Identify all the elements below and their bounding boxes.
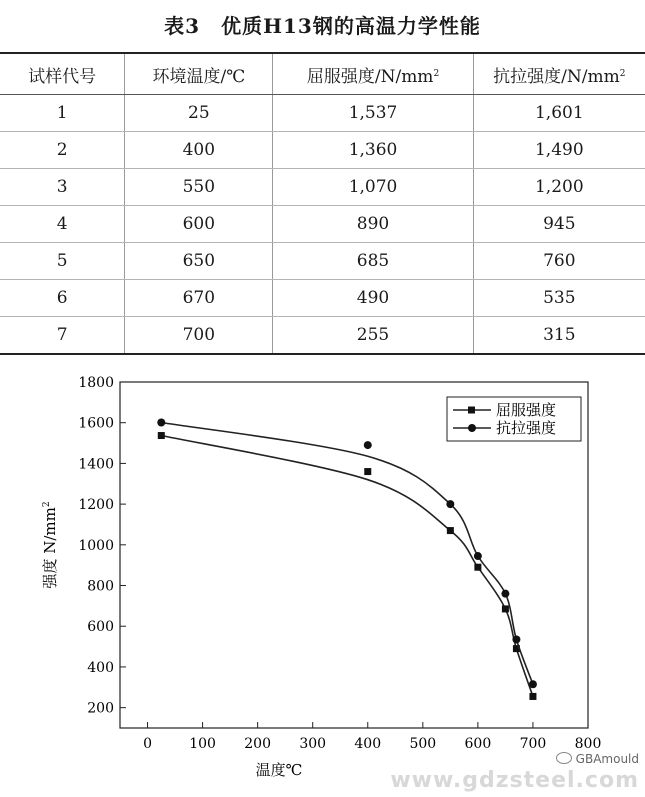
x-tick-label: 0 [143, 736, 152, 752]
x-tick-label: 100 [189, 736, 216, 752]
x-tick-label: 200 [244, 736, 272, 752]
table-row [0, 206, 645, 243]
cell-sample-id: 1 [0, 95, 125, 132]
y-tick-label: 400 [87, 659, 114, 676]
cell-temperature: 670 [125, 280, 273, 317]
y-tick-label: 800 [87, 578, 114, 595]
properties-table [0, 52, 645, 355]
cell-temperature: 25 [125, 95, 273, 132]
y-tick-label: 600 [87, 619, 114, 636]
header-sample-id: 试样代号 [0, 53, 125, 95]
cell-yield-strength: 685 [273, 243, 473, 280]
table-row [0, 132, 645, 169]
watermark-url: www.gdzsteel.com [390, 768, 639, 793]
header-unit-superscript: 2 [619, 68, 626, 79]
yield-strength-point [158, 432, 165, 439]
cell-yield-strength: 890 [273, 206, 473, 243]
header-tensile-strength: 抗拉强度$/N/mm^2$ [473, 53, 645, 95]
x-tick-label: 800 [574, 736, 602, 752]
cell-temperature: 600 [125, 206, 273, 243]
yield-strength-point [474, 564, 481, 571]
header-unit-superscript: 2 [433, 68, 440, 79]
tensile-strength-point [364, 441, 372, 449]
table-row [0, 280, 645, 317]
cell-sample-id: 4 [0, 206, 125, 243]
y-axis-label-text: 强度 N/mm [41, 507, 59, 589]
tensile-strength-point [446, 500, 454, 508]
y-tick-label: 1600 [78, 415, 114, 432]
tensile-strength-point [529, 680, 537, 688]
cell-temperature: 700 [125, 317, 273, 355]
table-row [0, 169, 645, 206]
tensile-strength-point [501, 590, 509, 598]
cell-tensile-strength: 945 [473, 206, 645, 243]
y-tick-label: 1000 [78, 537, 114, 554]
legend-label: 屈服强度 [496, 401, 557, 419]
wechat-icon [556, 752, 572, 764]
yield-strength-point [529, 693, 536, 700]
cell-temperature: 400 [125, 132, 273, 169]
cell-temperature: 550 [125, 169, 273, 206]
cell-sample-id: 3 [0, 169, 125, 206]
cell-tensile-strength: 1,601 [473, 95, 645, 132]
tensile-strength-point [512, 635, 520, 643]
watermark-account: GBAmould [390, 752, 639, 766]
cell-yield-strength: 255 [273, 317, 473, 355]
table-body [0, 95, 645, 355]
y-tick-label: 1400 [78, 456, 114, 473]
table-header-row [0, 53, 645, 95]
cell-tensile-strength: 760 [473, 243, 645, 280]
tensile-strength-point [157, 419, 165, 427]
cell-sample-id: 6 [0, 280, 125, 317]
x-axis-label: 温度℃ [255, 761, 303, 779]
cell-yield-strength: 490 [273, 280, 473, 317]
y-tick-label: 1200 [78, 497, 114, 514]
cell-tensile-strength: 1,490 [473, 132, 645, 169]
x-tick-label: 400 [354, 736, 382, 752]
y-axis-label [41, 501, 59, 588]
cell-temperature: 650 [125, 243, 273, 280]
y-tick-label: 200 [87, 700, 114, 717]
strength-temperature-chart [0, 365, 645, 785]
cell-yield-strength: 1,070 [273, 169, 473, 206]
cell-yield-strength: 1,360 [273, 132, 473, 169]
yield-strength-point [447, 527, 454, 534]
table-row [0, 243, 645, 280]
x-tick-label: 600 [464, 736, 492, 752]
x-tick-label: 700 [519, 736, 547, 752]
cell-sample-id: 5 [0, 243, 125, 280]
cell-tensile-strength: 315 [473, 317, 645, 355]
y-axis-label-superscript: 2 [42, 501, 52, 508]
table-title: 表3 优质H13钢的高温力学性能 [164, 14, 481, 38]
legend-label: 抗拉强度 [496, 419, 557, 437]
cell-sample-id: 2 [0, 132, 125, 169]
cell-tensile-strength: 1,200 [473, 169, 645, 206]
table-row [0, 317, 645, 355]
header-yield-strength: 屈服强度$/N/mm^2$ [273, 53, 473, 95]
yield-strength-point [364, 468, 371, 475]
cell-yield-strength: 1,537 [273, 95, 473, 132]
watermark [390, 752, 639, 793]
header-temperature: 环境温度/℃ [125, 53, 273, 95]
table-row [0, 95, 645, 132]
y-tick-label: 1800 [78, 375, 114, 391]
x-tick-label: 500 [409, 736, 437, 752]
cell-tensile-strength: 535 [473, 280, 645, 317]
yield-strength-point [502, 605, 509, 612]
legend-circle-marker [468, 424, 476, 432]
legend-square-marker [468, 407, 475, 414]
cell-sample-id: 7 [0, 317, 125, 355]
tensile-strength-point [474, 552, 482, 560]
x-tick-label: 300 [299, 736, 327, 752]
